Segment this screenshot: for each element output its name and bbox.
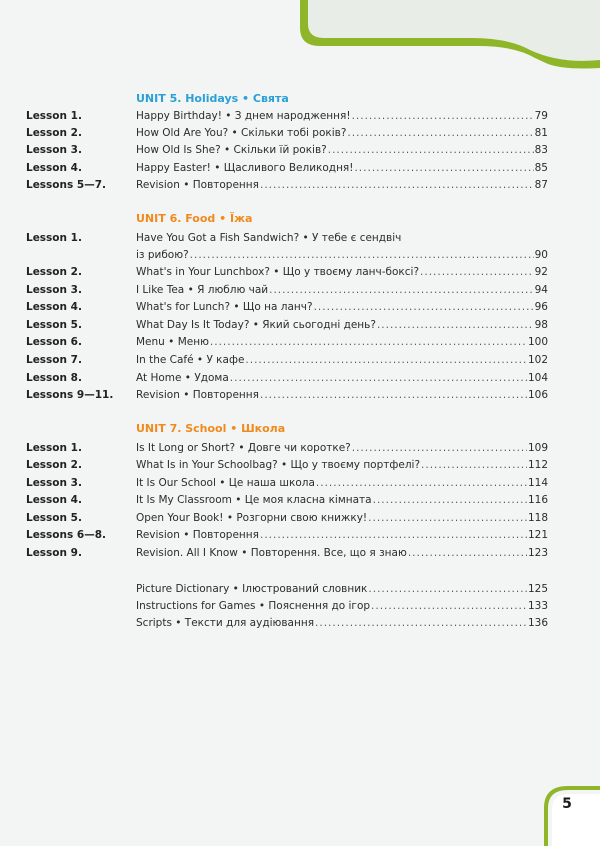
unit-7-title: UNIT 7. School • Школа	[136, 422, 286, 435]
toc-row[interactable]	[0, 264, 600, 281]
page-ref: 100	[527, 336, 548, 348]
dot-leader	[347, 125, 533, 142]
page-ref: 104	[527, 372, 548, 384]
page-ref: 79	[534, 110, 548, 122]
toc-row[interactable]	[0, 299, 600, 316]
toc-row[interactable]	[0, 492, 600, 509]
toc-row[interactable]	[0, 545, 600, 562]
dot-leader	[260, 177, 534, 194]
lesson-label: Lesson 5.	[26, 319, 82, 331]
dot-leader	[210, 334, 527, 351]
dot-leader	[230, 370, 527, 387]
lesson-label: Lesson 3.	[26, 477, 82, 489]
toc-row[interactable]	[0, 177, 600, 194]
lesson-label: Lesson 4.	[26, 301, 82, 313]
lesson-label: Lesson 9.	[26, 547, 82, 559]
lesson-label: Lesson 1.	[26, 442, 82, 454]
lesson-title: Is It Long or Short? • Довге чи коротке?	[136, 442, 351, 454]
lesson-title: It Is My Classroom • Це моя класна кімната	[136, 494, 372, 506]
dot-leader	[421, 457, 527, 474]
dot-leader	[190, 247, 534, 264]
lesson-title: Happy Birthday! • З днем народження!	[136, 110, 351, 122]
lesson-title: What's in Your Lunchbox? • Що у твоєму ланч-боксі?	[136, 266, 420, 278]
lesson-title: In the Café • У кафе	[136, 354, 245, 366]
page-ref: 136	[527, 617, 548, 629]
page-ref: 81	[534, 127, 548, 139]
page-ref: 133	[527, 600, 548, 612]
toc-row[interactable]	[0, 125, 600, 142]
lesson-title: Happy Easter! • Щасливого Великодня!	[136, 162, 354, 174]
dot-leader	[371, 598, 527, 615]
unit-6-title: UNIT 6. Food • Їжа	[136, 212, 253, 225]
lesson-title: How Old Is She? • Скільки їй років?	[136, 144, 327, 156]
dot-leader	[260, 387, 527, 404]
lesson-label: Lesson 4.	[26, 162, 82, 174]
page-ref: 85	[534, 162, 548, 174]
dot-leader	[316, 475, 527, 492]
lesson-label: Lesson 8.	[26, 372, 82, 384]
page-ref: 116	[527, 494, 548, 506]
page-ref: 92	[534, 266, 548, 278]
page-number-tab-decoration	[480, 780, 600, 846]
lesson-title: Revision. All I Know • Повторення. Все, що я знаю	[136, 547, 407, 559]
dot-leader	[420, 264, 534, 281]
lesson-title: It Is Our School • Це наша школа	[136, 477, 315, 489]
dot-leader	[328, 142, 534, 159]
lesson-title: Menu • Меню	[136, 336, 209, 348]
toc-row[interactable]	[0, 440, 600, 457]
dot-leader	[408, 545, 527, 562]
toc-row-appendix[interactable]	[0, 581, 600, 598]
toc-row[interactable]	[0, 334, 600, 351]
page-ref: 106	[527, 389, 548, 401]
toc-row[interactable]	[0, 510, 600, 527]
lesson-label: Lessons 5—7.	[26, 179, 107, 191]
page-ref: 125	[527, 583, 548, 595]
dot-leader	[245, 352, 527, 369]
lesson-label: Lessons 6—8.	[26, 529, 107, 541]
lesson-title: At Home • Удома	[136, 372, 229, 384]
page-ref: 112	[527, 459, 548, 471]
page-ref: 121	[527, 529, 548, 541]
page-ref: 94	[534, 284, 548, 296]
lesson-label: Lesson 2.	[26, 127, 82, 139]
page-ref: 102	[527, 354, 548, 366]
lesson-label: Lesson 2.	[26, 266, 82, 278]
lesson-label: Lesson 1.	[26, 110, 82, 122]
page-ref: 118	[527, 512, 548, 524]
lesson-label: Lesson 4.	[26, 494, 82, 506]
toc-row[interactable]	[0, 160, 600, 177]
toc-row-appendix[interactable]	[0, 598, 600, 615]
appendix-title: Scripts • Тексти для аудіювання	[136, 617, 315, 629]
lesson-label: Lesson 2.	[26, 459, 82, 471]
dot-leader	[368, 581, 527, 598]
dot-leader	[377, 317, 534, 334]
toc-row[interactable]	[0, 230, 600, 247]
dot-leader	[352, 108, 534, 125]
dot-leader	[368, 510, 527, 527]
toc-row[interactable]	[0, 527, 600, 544]
toc-row-continuation[interactable]	[0, 247, 600, 264]
toc-row[interactable]	[0, 317, 600, 334]
dot-leader	[260, 527, 527, 544]
lesson-title-continued: із рибою?	[136, 249, 189, 261]
dot-leader	[354, 160, 533, 177]
lesson-label: Lesson 6.	[26, 336, 82, 348]
lesson-title: What Day Is It Today? • Який сьогодні день?	[136, 319, 376, 331]
toc-row[interactable]	[0, 352, 600, 369]
lesson-title: Revision • Повторення	[136, 389, 259, 401]
dot-leader	[315, 615, 527, 632]
lesson-label: Lesson 5.	[26, 512, 82, 524]
page-ref: 90	[534, 249, 548, 261]
unit-5-title: UNIT 5. Holidays • Свята	[136, 92, 289, 105]
lesson-label: Lesson 7.	[26, 354, 82, 366]
page-ref: 123	[527, 547, 548, 559]
toc-row[interactable]	[0, 282, 600, 299]
page-ref: 83	[534, 144, 548, 156]
lesson-title: Revision • Повторення	[136, 179, 259, 191]
appendix-title: Picture Dictionary • Ілюстрований словник	[136, 583, 368, 595]
page-ref: 87	[534, 179, 548, 191]
lesson-title: Revision • Повторення	[136, 529, 259, 541]
page-number: 5	[562, 796, 572, 812]
lesson-label: Lesson 3.	[26, 284, 82, 296]
lesson-title: I Like Tea • Я люблю чай	[136, 284, 269, 296]
page-ref: 114	[527, 477, 548, 489]
toc-row-appendix[interactable]	[0, 615, 600, 632]
toc-row[interactable]	[0, 457, 600, 474]
toc-row[interactable]	[0, 475, 600, 492]
toc-row[interactable]	[0, 370, 600, 387]
dot-leader	[352, 440, 527, 457]
appendix-title: Instructions for Games • Пояснення до ігор	[136, 600, 371, 612]
page-ref: 98	[534, 319, 548, 331]
dot-leader	[269, 282, 534, 299]
lesson-title: Open Your Book! • Розгорни свою книжку!	[136, 512, 368, 524]
toc-row[interactable]	[0, 108, 600, 125]
lesson-title: How Old Are You? • Скільки тобі років?	[136, 127, 347, 139]
dot-leader	[373, 492, 527, 509]
toc-row[interactable]	[0, 387, 600, 404]
page-ref: 109	[527, 442, 548, 454]
lesson-title: Have You Got a Fish Sandwich? • У тебе є сендвіч	[136, 232, 402, 244]
toc-row[interactable]	[0, 142, 600, 159]
green-tab-decoration	[0, 0, 600, 70]
lesson-title: What's for Lunch? • Що на ланч?	[136, 301, 313, 313]
lesson-label: Lesson 3.	[26, 144, 82, 156]
lesson-title: What Is in Your Schoolbag? • Що у твоєму портфелі?	[136, 459, 421, 471]
lesson-label: Lessons 9—11.	[26, 389, 114, 401]
page-ref: 96	[534, 301, 548, 313]
dot-leader	[314, 299, 534, 316]
lesson-label: Lesson 1.	[26, 232, 82, 244]
